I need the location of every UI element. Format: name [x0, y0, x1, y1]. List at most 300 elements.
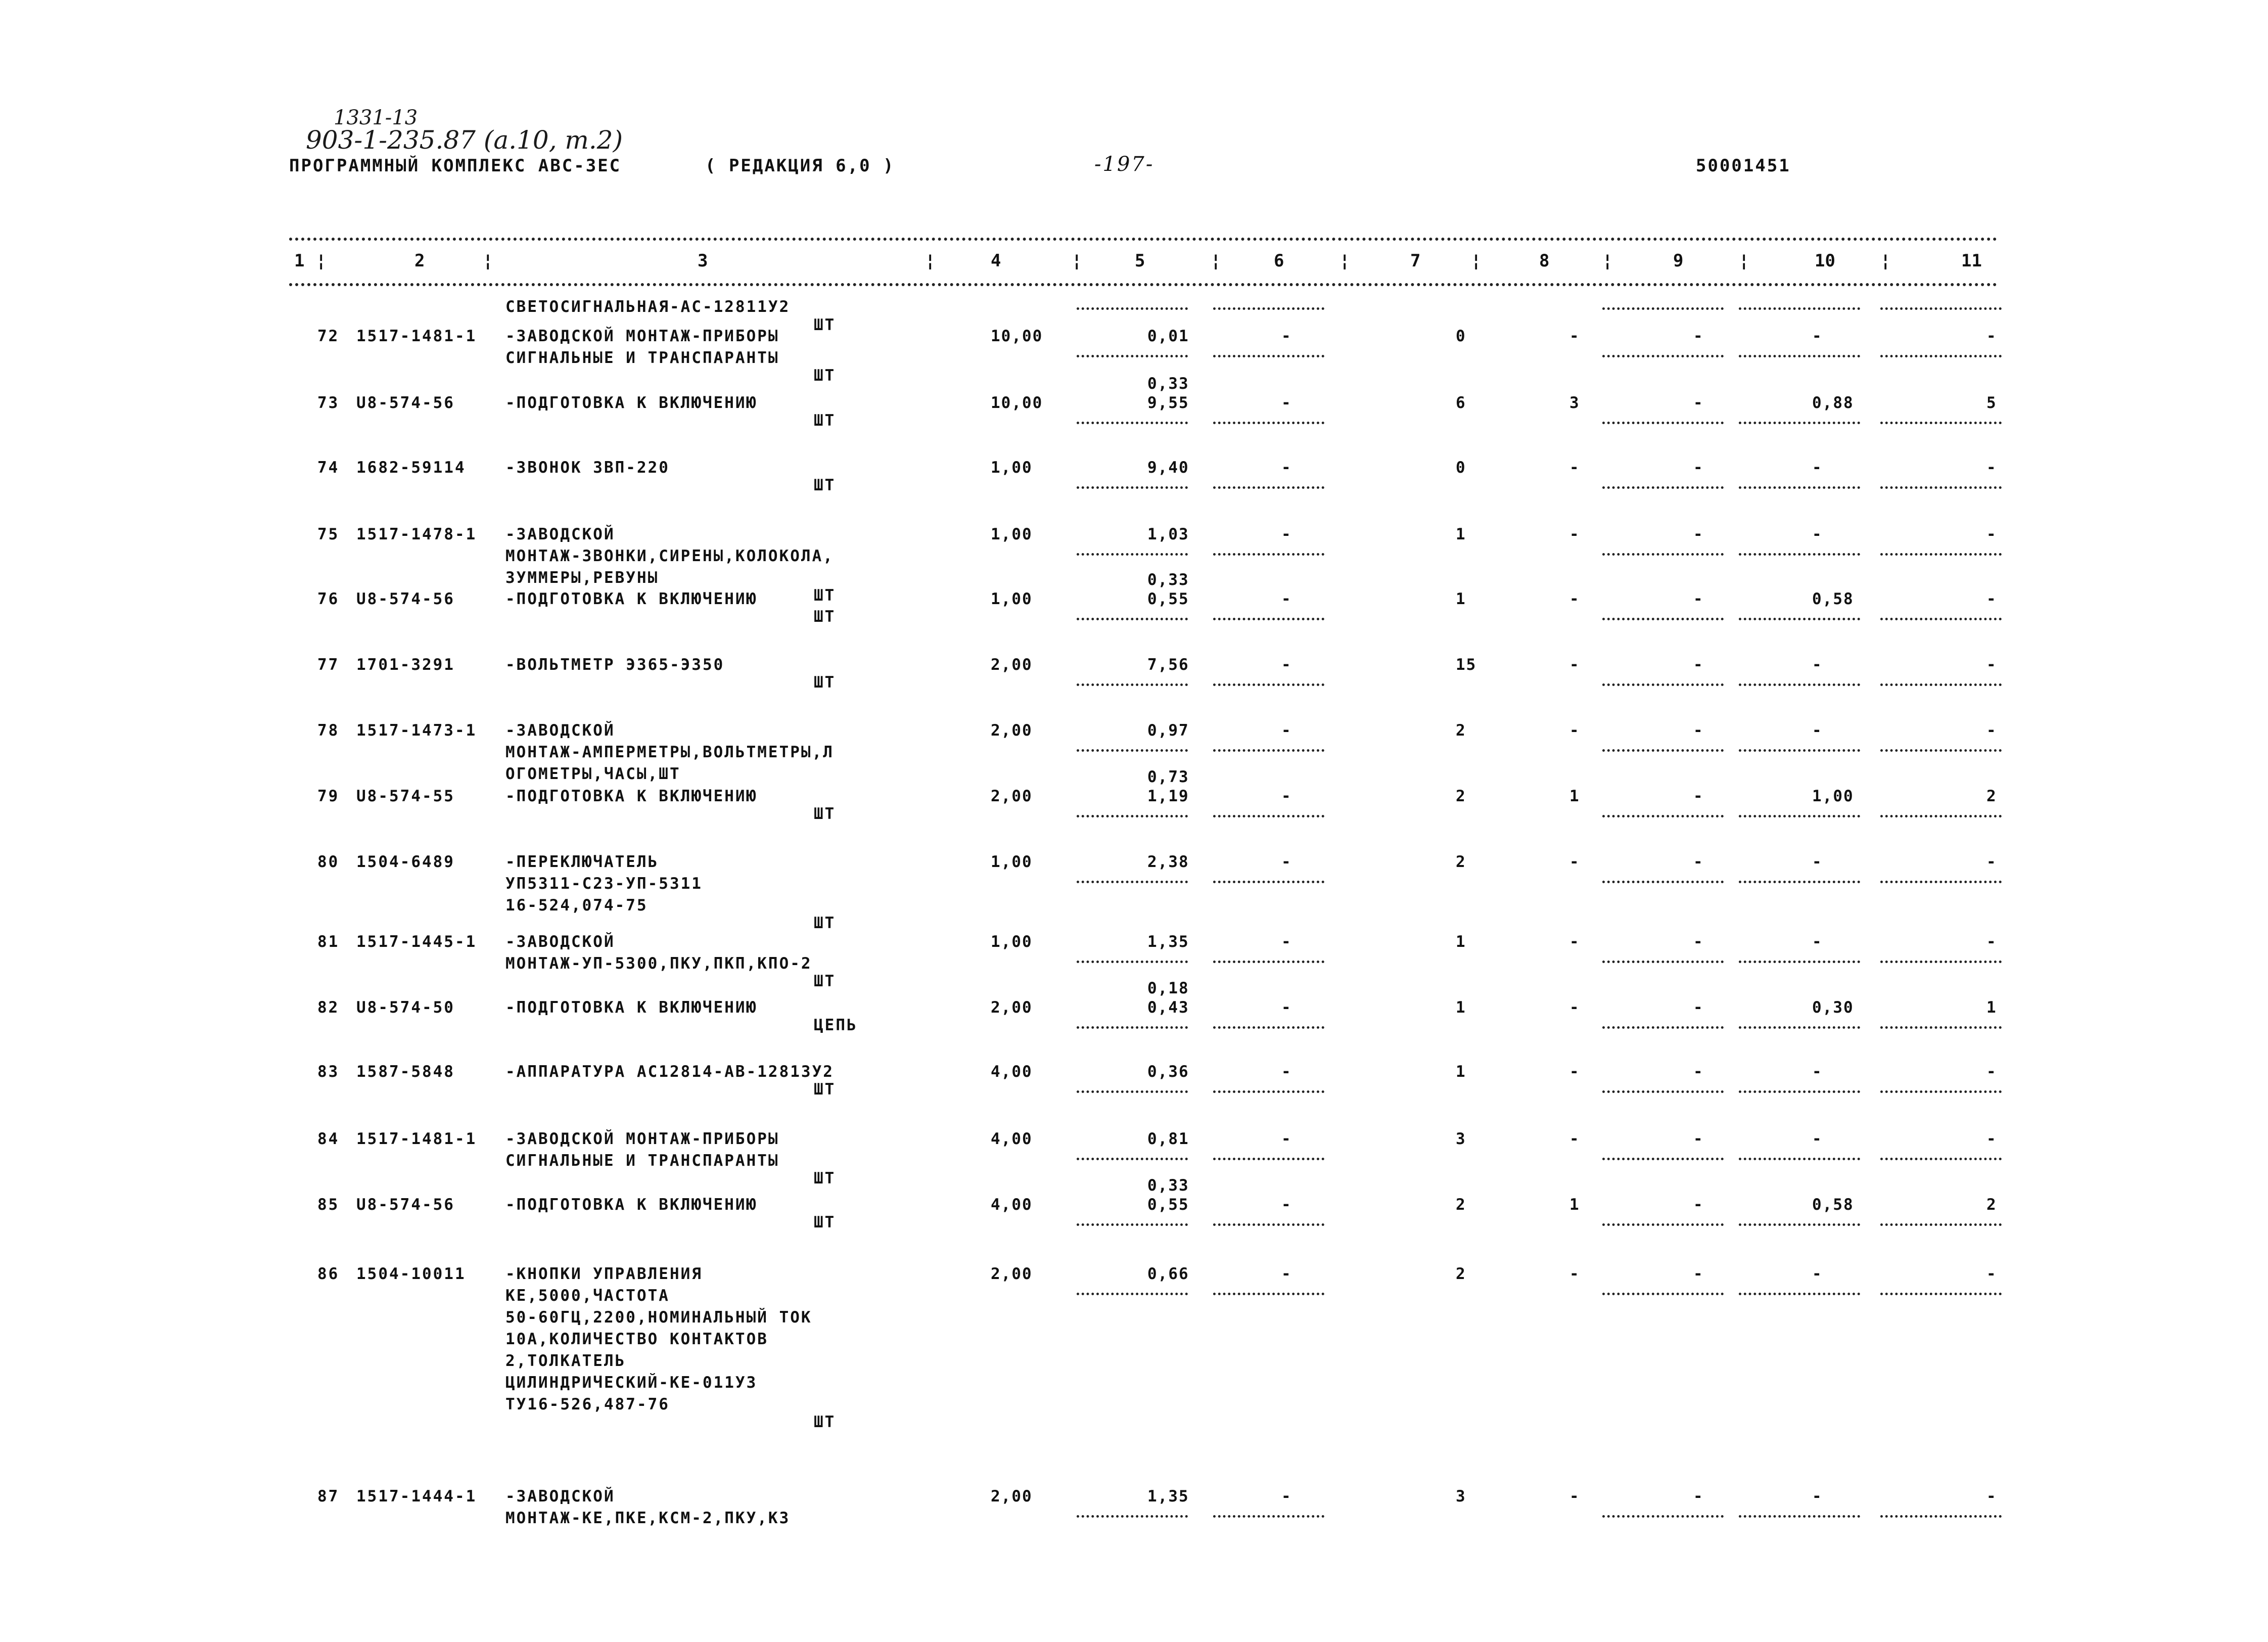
- cell-divider: [1880, 1158, 2002, 1160]
- cell-divider: [1213, 486, 1324, 489]
- value-cell-9: -: [1693, 1063, 1704, 1081]
- cell-divider: [1213, 815, 1324, 817]
- value-cell-7: 2: [1456, 853, 1466, 871]
- value-cell-5: 1,35: [1147, 1487, 1189, 1506]
- unit-of-measure: ШТ: [814, 412, 836, 430]
- work-description: МОНТАЖ-КЕ,ПКЕ,КСМ-2,ПКУ,КЗ: [505, 1509, 791, 1527]
- work-description: -ЗАВОДСКОЙ: [505, 1487, 615, 1506]
- column-separator: ¦: [925, 251, 936, 271]
- quantity-cell: 1,00: [991, 933, 1033, 951]
- cell-divider: [1077, 1223, 1188, 1226]
- work-description: МОНТАЖ-АМПЕРМЕТРЫ,ВОЛЬТМЕТРЫ,Л: [505, 743, 834, 761]
- value-cell-10: -: [1812, 656, 1823, 674]
- quantity-cell: 10,00: [991, 327, 1043, 345]
- value-cell-5: 0,43: [1147, 998, 1189, 1017]
- cell-divider: [1602, 1158, 1724, 1160]
- value-cell-5-extra: 0,33: [1147, 375, 1189, 393]
- value-cell-7: 0: [1456, 327, 1466, 345]
- unit-of-measure: ШТ: [814, 914, 836, 932]
- value-cell-5: 0,81: [1147, 1130, 1189, 1148]
- row-number: 74: [317, 459, 340, 477]
- unit-of-measure: ШТ: [814, 1413, 836, 1431]
- value-cell-5: 0,97: [1147, 721, 1189, 740]
- value-cell-5-extra: 0,73: [1147, 768, 1189, 786]
- cell-divider: [1213, 1293, 1324, 1295]
- unit-of-measure: ШТ: [814, 367, 836, 385]
- value-cell-11: -: [1986, 590, 1997, 608]
- cell-divider: [1739, 1090, 1860, 1093]
- price-code: U8-574-50: [356, 998, 455, 1017]
- row-number: 75: [317, 525, 340, 543]
- document-code: 50001451: [1696, 156, 1791, 176]
- work-description: -ВОЛЬТМЕТР Э365-Э350: [505, 656, 725, 674]
- value-cell-10: 0,58: [1812, 1196, 1854, 1214]
- value-cell-10: -: [1812, 459, 1823, 477]
- value-cell-9: -: [1693, 525, 1704, 543]
- row-number: 81: [317, 933, 340, 951]
- work-description: -ЗАВОДСКОЙ МОНТАЖ-ПРИБОРЫ: [505, 327, 779, 345]
- value-cell-8: -: [1569, 459, 1580, 477]
- cell-divider: [1602, 961, 1724, 963]
- value-cell-11: -: [1986, 327, 1997, 345]
- quantity-cell: 2,00: [991, 1487, 1033, 1506]
- value-cell-11: -: [1986, 1265, 1997, 1283]
- cell-divider: [1213, 1515, 1324, 1518]
- value-cell-5: 9,55: [1147, 394, 1189, 412]
- value-cell-8: -: [1569, 590, 1580, 608]
- work-description: -ПОДГОТОВКА К ВКЛЮЧЕНИЮ: [505, 1196, 758, 1214]
- cell-divider: [1739, 553, 1860, 556]
- cell-divider: [1213, 749, 1324, 752]
- value-cell-9: -: [1693, 998, 1704, 1017]
- cell-divider: [1213, 355, 1324, 357]
- cell-divider: [1602, 1293, 1724, 1295]
- value-cell-6: -: [1281, 1130, 1292, 1148]
- unit-of-measure: ШТ: [814, 608, 836, 626]
- cell-divider: [1880, 815, 2002, 817]
- program-title: ПРОГРАММНЫЙ КОМПЛЕКС АВС-3ЕС: [289, 156, 622, 176]
- value-cell-7: 2: [1456, 721, 1466, 740]
- quantity-cell: 10,00: [991, 394, 1043, 412]
- cell-divider: [1602, 683, 1724, 686]
- value-cell-9: -: [1693, 1130, 1704, 1148]
- column-number: 2: [414, 251, 425, 271]
- cell-divider: [1077, 1158, 1188, 1160]
- work-description: -ЗАВОДСКОЙ: [505, 525, 615, 543]
- quantity-cell: 1,00: [991, 590, 1033, 608]
- value-cell-10: -: [1812, 1487, 1823, 1506]
- value-cell-11: 2: [1986, 787, 1997, 805]
- row-number: 82: [317, 998, 340, 1017]
- work-description: 16-524,074-75: [505, 896, 648, 915]
- price-code: 1504-10011: [356, 1265, 466, 1283]
- value-cell-10: -: [1812, 933, 1823, 951]
- value-cell-9: -: [1693, 721, 1704, 740]
- value-cell-7: 2: [1456, 787, 1466, 805]
- quantity-cell: 2,00: [991, 998, 1033, 1017]
- handwritten-note-top: 1331-13: [334, 106, 418, 129]
- cell-divider: [1602, 486, 1724, 489]
- value-cell-10: 1,00: [1812, 787, 1854, 805]
- value-cell-8: -: [1569, 998, 1580, 1017]
- value-cell-6: -: [1281, 656, 1292, 674]
- value-cell-7: 3: [1456, 1130, 1466, 1148]
- work-description: -КНОПКИ УПРАВЛЕНИЯ: [505, 1265, 703, 1283]
- value-cell-6: -: [1281, 853, 1292, 871]
- cell-divider: [1602, 355, 1724, 357]
- work-description: -АППАРАТУРА АС12814-АВ-12813У2: [505, 1063, 834, 1081]
- cell-divider: [1880, 961, 2002, 963]
- cell-divider: [1077, 881, 1188, 883]
- cell-divider: [1739, 618, 1860, 620]
- value-cell-8: 3: [1569, 394, 1580, 412]
- work-description: ОГОМЕТРЫ,ЧАСЫ,ШТ: [505, 765, 681, 783]
- column-number: 5: [1135, 251, 1145, 271]
- row-number: 77: [317, 656, 340, 674]
- unit-of-measure: ШТ: [814, 1169, 836, 1188]
- value-cell-6: -: [1281, 394, 1292, 412]
- value-cell-6: -: [1281, 933, 1292, 951]
- cell-divider: [1880, 1090, 2002, 1093]
- cell-divider: [1739, 1223, 1860, 1226]
- price-code: U8-574-55: [356, 787, 455, 805]
- cell-divider: [1880, 749, 2002, 752]
- unit-of-measure: ШТ: [814, 1080, 836, 1099]
- value-cell-11: -: [1986, 1130, 1997, 1148]
- cell-divider: [1077, 618, 1188, 620]
- value-cell-9: -: [1693, 787, 1704, 805]
- cell-divider: [1739, 486, 1860, 489]
- value-cell-6: -: [1281, 721, 1292, 740]
- cell-divider: [1077, 355, 1188, 357]
- cell-divider: [1213, 961, 1324, 963]
- unit-of-measure: ШТ: [814, 586, 836, 605]
- value-cell-11: 1: [1986, 998, 1997, 1017]
- value-cell-8: -: [1569, 853, 1580, 871]
- value-cell-5-extra: 0,33: [1147, 571, 1189, 589]
- page-number: -197-: [1094, 153, 1154, 176]
- value-cell-11: -: [1986, 1063, 1997, 1081]
- value-cell-9: -: [1693, 459, 1704, 477]
- value-cell-8: -: [1569, 1265, 1580, 1283]
- row-number: 83: [317, 1063, 340, 1081]
- value-cell-10: 0,30: [1812, 998, 1854, 1017]
- cell-divider: [1602, 815, 1724, 817]
- cell-divider: [1213, 1026, 1324, 1029]
- value-cell-11: -: [1986, 933, 1997, 951]
- price-code: 1517-1481-1: [356, 327, 477, 345]
- value-cell-10: -: [1812, 1265, 1823, 1283]
- work-description: ЦИЛИНДРИЧЕСКИЙ-КЕ-011У3: [505, 1374, 758, 1392]
- value-cell-6: -: [1281, 1196, 1292, 1214]
- work-description: МОНТАЖ-УП-5300,ПКУ,ПКП,КПО-2: [505, 954, 812, 973]
- work-description: МОНТАЖ-ЗВОНКИ,СИРЕНЫ,КОЛОКОЛА,: [505, 547, 834, 565]
- value-cell-7: 2: [1456, 1265, 1466, 1283]
- work-description: 10А,КОЛИЧЕСТВО КОНТАКТОВ: [505, 1330, 768, 1348]
- price-code: U8-574-56: [356, 394, 455, 412]
- cell-divider: [1880, 422, 2002, 424]
- cell-divider: [1739, 422, 1860, 424]
- cell-divider: [1213, 881, 1324, 883]
- price-code: 1517-1444-1: [356, 1487, 477, 1506]
- value-cell-11: -: [1986, 1487, 1997, 1506]
- value-cell-8: 1: [1569, 1196, 1580, 1214]
- price-code: U8-574-56: [356, 590, 455, 608]
- value-cell-7: 0: [1456, 459, 1466, 477]
- value-cell-9: -: [1693, 656, 1704, 674]
- cell-divider: [1213, 422, 1324, 424]
- row-number: 87: [317, 1487, 340, 1506]
- value-cell-7: 15: [1456, 656, 1477, 674]
- value-cell-9: -: [1693, 1196, 1704, 1214]
- cell-divider: [1739, 749, 1860, 752]
- cell-divider: [1213, 683, 1324, 686]
- cell-divider: [1880, 553, 2002, 556]
- unit-of-measure: ШТ: [814, 972, 836, 990]
- work-description: СИГНАЛЬНЫЕ И ТРАНСПАРАНТЫ: [505, 349, 779, 367]
- unit-of-measure: ЦЕПЬ: [814, 1016, 858, 1034]
- value-cell-7: 1: [1456, 1063, 1466, 1081]
- value-cell-11: 5: [1986, 394, 1997, 412]
- cell-divider: [1077, 683, 1188, 686]
- value-cell-10: -: [1812, 1063, 1823, 1081]
- cell-divider: [1739, 307, 1860, 310]
- price-code: 1587-5848: [356, 1063, 455, 1081]
- row-number: 76: [317, 590, 340, 608]
- quantity-cell: 2,00: [991, 787, 1033, 805]
- row-number: 80: [317, 853, 340, 871]
- value-cell-5: 7,56: [1147, 656, 1189, 674]
- column-number: 3: [698, 251, 708, 271]
- quantity-cell: 1,00: [991, 459, 1033, 477]
- cell-divider: [1739, 1293, 1860, 1295]
- work-description: -ПОДГОТОВКА К ВКЛЮЧЕНИЮ: [505, 787, 758, 805]
- value-cell-5: 1,03: [1147, 525, 1189, 543]
- value-cell-10: -: [1812, 853, 1823, 871]
- value-cell-11: -: [1986, 721, 1997, 740]
- cell-divider: [1602, 422, 1724, 424]
- value-cell-9: -: [1693, 590, 1704, 608]
- value-cell-9: -: [1693, 327, 1704, 345]
- cell-divider: [1077, 1090, 1188, 1093]
- cell-divider: [1077, 1293, 1188, 1295]
- cell-divider: [1880, 618, 2002, 620]
- value-cell-6: -: [1281, 1265, 1292, 1283]
- cell-divider: [1077, 486, 1188, 489]
- cell-divider: [1077, 422, 1188, 424]
- value-cell-5-extra: 0,33: [1147, 1176, 1189, 1195]
- work-description: -ПОДГОТОВКА К ВКЛЮЧЕНИЮ: [505, 394, 758, 412]
- value-cell-7: 1: [1456, 525, 1466, 543]
- cell-divider: [1213, 1090, 1324, 1093]
- value-cell-9: -: [1693, 1487, 1704, 1506]
- quantity-cell: 4,00: [991, 1130, 1033, 1148]
- value-cell-6: -: [1281, 525, 1292, 543]
- value-cell-5: 0,01: [1147, 327, 1189, 345]
- row-number: 72: [317, 327, 340, 345]
- column-separator: ¦: [483, 251, 493, 271]
- value-cell-6: -: [1281, 998, 1292, 1017]
- price-code: 1517-1445-1: [356, 933, 477, 951]
- value-cell-5: 0,36: [1147, 1063, 1189, 1081]
- table-top-rule: [289, 238, 1998, 241]
- cell-divider: [1880, 486, 2002, 489]
- row-number: 73: [317, 394, 340, 412]
- value-cell-5: 2,38: [1147, 853, 1189, 871]
- cell-divider: [1077, 1026, 1188, 1029]
- value-cell-8: -: [1569, 1063, 1580, 1081]
- column-separator: ¦: [1880, 251, 1891, 271]
- cell-divider: [1739, 1158, 1860, 1160]
- work-description: -ПЕРЕКЛЮЧАТЕЛЬ: [505, 853, 659, 871]
- value-cell-7: 2: [1456, 1196, 1466, 1214]
- work-description: -ЗАВОДСКОЙ МОНТАЖ-ПРИБОРЫ: [505, 1130, 779, 1148]
- value-cell-6: -: [1281, 590, 1292, 608]
- unit-of-measure: ШТ: [814, 805, 836, 823]
- value-cell-7: 1: [1456, 590, 1466, 608]
- cell-divider: [1602, 1223, 1724, 1226]
- work-description: ТУ16-526,487-76: [505, 1395, 670, 1413]
- column-separator: ¦: [1339, 251, 1350, 271]
- value-cell-6: -: [1281, 459, 1292, 477]
- column-separator: ¦: [1211, 251, 1221, 271]
- quantity-cell: 4,00: [991, 1063, 1033, 1081]
- value-cell-9: -: [1693, 933, 1704, 951]
- cell-divider: [1602, 307, 1724, 310]
- cell-divider: [1880, 1293, 2002, 1295]
- price-code: 1517-1473-1: [356, 721, 477, 740]
- work-description: СИГНАЛЬНЫЕ И ТРАНСПАРАНТЫ: [505, 1152, 779, 1170]
- price-code: 1701-3291: [356, 656, 455, 674]
- value-cell-5: 0,55: [1147, 1196, 1189, 1214]
- value-cell-11: -: [1986, 656, 1997, 674]
- value-cell-8: -: [1569, 933, 1580, 951]
- cell-divider: [1602, 749, 1724, 752]
- value-cell-8: -: [1569, 721, 1580, 740]
- value-cell-8: -: [1569, 1130, 1580, 1148]
- row-number: 78: [317, 721, 340, 740]
- cell-divider: [1077, 1515, 1188, 1518]
- cell-divider: [1077, 307, 1188, 310]
- value-cell-10: 0,58: [1812, 590, 1854, 608]
- continued-unit: ШТ: [814, 316, 836, 334]
- cell-divider: [1602, 1026, 1724, 1029]
- cell-divider: [1880, 1026, 2002, 1029]
- value-cell-8: 1: [1569, 787, 1580, 805]
- work-description: КЕ,5000,ЧАСТОТА: [505, 1287, 670, 1305]
- value-cell-5: 0,55: [1147, 590, 1189, 608]
- cell-divider: [1602, 553, 1724, 556]
- cell-divider: [1213, 1158, 1324, 1160]
- price-code: 1504-6489: [356, 853, 455, 871]
- value-cell-8: -: [1569, 656, 1580, 674]
- unit-of-measure: ШТ: [814, 673, 836, 692]
- price-code: 1517-1478-1: [356, 525, 477, 543]
- value-cell-9: -: [1693, 1265, 1704, 1283]
- quantity-cell: 1,00: [991, 525, 1033, 543]
- cell-divider: [1739, 355, 1860, 357]
- value-cell-5: 1,35: [1147, 933, 1189, 951]
- cell-divider: [1880, 1515, 2002, 1518]
- value-cell-6: -: [1281, 327, 1292, 345]
- value-cell-6: -: [1281, 1487, 1292, 1506]
- cell-divider: [1602, 618, 1724, 620]
- cell-divider: [1077, 749, 1188, 752]
- quantity-cell: 2,00: [991, 1265, 1033, 1283]
- value-cell-10: -: [1812, 525, 1823, 543]
- value-cell-10: -: [1812, 721, 1823, 740]
- value-cell-10: -: [1812, 1130, 1823, 1148]
- handwritten-note-ref: 903-1-235.87 (a.10, т.2): [306, 125, 623, 155]
- work-description: -ЗАВОДСКОЙ: [505, 721, 615, 740]
- column-number: 11: [1961, 251, 1982, 271]
- value-cell-7: 1: [1456, 933, 1466, 951]
- column-separator: ¦: [1072, 251, 1082, 271]
- cell-divider: [1739, 815, 1860, 817]
- column-number: 7: [1410, 251, 1421, 271]
- cell-divider: [1602, 1515, 1724, 1518]
- price-code: U8-574-56: [356, 1196, 455, 1214]
- cell-divider: [1880, 683, 2002, 686]
- value-cell-10: -: [1812, 327, 1823, 345]
- column-separator: ¦: [1602, 251, 1613, 271]
- value-cell-11: 2: [1986, 1196, 1997, 1214]
- column-number: 10: [1815, 251, 1835, 271]
- value-cell-11: -: [1986, 459, 1997, 477]
- value-cell-5: 0,66: [1147, 1265, 1189, 1283]
- value-cell-7: 6: [1456, 394, 1466, 412]
- unit-of-measure: ШТ: [814, 1213, 836, 1232]
- cell-divider: [1213, 618, 1324, 620]
- cell-divider: [1739, 1515, 1860, 1518]
- cell-divider: [1213, 1223, 1324, 1226]
- cell-divider: [1880, 881, 2002, 883]
- work-description: 50-60ГЦ,2200,НОМИНАЛЬНЫЙ ТОК: [505, 1308, 812, 1327]
- cell-divider: [1077, 553, 1188, 556]
- cell-divider: [1602, 1090, 1724, 1093]
- value-cell-10: 0,88: [1812, 394, 1854, 412]
- value-cell-7: 1: [1456, 998, 1466, 1017]
- quantity-cell: 2,00: [991, 656, 1033, 674]
- value-cell-6: -: [1281, 787, 1292, 805]
- table-header-rule: [289, 283, 1998, 286]
- cell-divider: [1739, 961, 1860, 963]
- row-number: 85: [317, 1196, 340, 1214]
- work-description: УП5311-С23-УП-5311: [505, 875, 703, 893]
- quantity-cell: 4,00: [991, 1196, 1033, 1214]
- column-number: 1: [294, 251, 305, 271]
- value-cell-9: -: [1693, 394, 1704, 412]
- cell-divider: [1213, 307, 1324, 310]
- column-number: 6: [1274, 251, 1284, 271]
- unit-of-measure: ШТ: [814, 476, 836, 494]
- row-number: 84: [317, 1130, 340, 1148]
- value-cell-11: -: [1986, 525, 1997, 543]
- column-separator: ¦: [1739, 251, 1749, 271]
- value-cell-5-extra: 0,18: [1147, 979, 1189, 997]
- work-description: 2,ТОЛКАТЕЛЬ: [505, 1352, 626, 1370]
- work-description: -ЗАВОДСКОЙ: [505, 933, 615, 951]
- column-number: 9: [1673, 251, 1684, 271]
- cell-divider: [1739, 1026, 1860, 1029]
- cell-divider: [1880, 1223, 2002, 1226]
- work-description: ЗУММЕРЫ,РЕВУНЫ: [505, 569, 659, 587]
- cell-divider: [1880, 307, 2002, 310]
- quantity-cell: 1,00: [991, 853, 1033, 871]
- cell-divider: [1602, 881, 1724, 883]
- work-description: -ПОДГОТОВКА К ВКЛЮЧЕНИЮ: [505, 998, 758, 1017]
- work-description: -ЗВОНОК ЗВП-220: [505, 459, 670, 477]
